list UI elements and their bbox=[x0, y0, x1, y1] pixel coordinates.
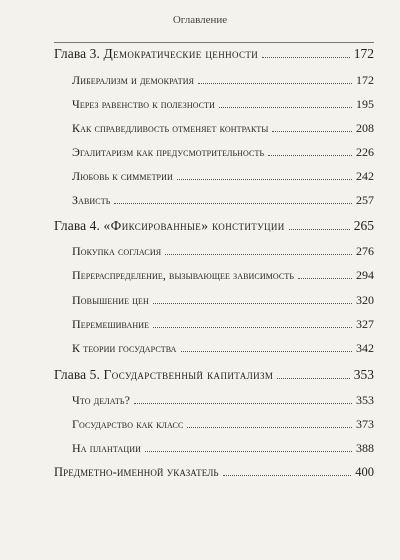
page-number: 320 bbox=[356, 293, 374, 307]
toc-section bbox=[72, 169, 374, 184]
dot-leader bbox=[268, 155, 352, 156]
chapter-title: Глава 4. «Фиксированные» конституции bbox=[54, 218, 285, 233]
toc-index bbox=[54, 465, 374, 480]
dot-leader bbox=[114, 203, 352, 204]
page-number: 172 bbox=[353, 46, 374, 61]
toc-section bbox=[72, 73, 374, 88]
dot-leader bbox=[153, 327, 352, 328]
toc-section bbox=[72, 293, 374, 308]
toc-section bbox=[72, 441, 374, 456]
dot-leader bbox=[181, 351, 352, 352]
dot-leader bbox=[219, 107, 352, 108]
page-number: 353 bbox=[353, 367, 374, 382]
toc-chapter-4 bbox=[54, 218, 374, 234]
dot-leader bbox=[187, 427, 352, 428]
section-title: К теории государства bbox=[72, 341, 177, 355]
section-title: Государство как класс bbox=[72, 417, 184, 431]
toc-chapter-3 bbox=[54, 46, 374, 62]
section-title: Покупка согласия bbox=[72, 244, 162, 258]
toc-section bbox=[72, 244, 374, 259]
toc-section bbox=[72, 417, 374, 432]
page-number: 276 bbox=[356, 244, 374, 258]
dot-leader bbox=[277, 378, 349, 379]
toc-chapter-5 bbox=[54, 367, 374, 383]
dot-leader bbox=[223, 475, 352, 476]
page-number: 242 bbox=[356, 169, 374, 183]
page-number: 327 bbox=[356, 317, 374, 331]
section-title: Любовь к симметрии bbox=[72, 169, 173, 183]
chapter-title: Глава 5. Государственный капитализм bbox=[54, 367, 274, 382]
section-title: Либерализм и демократия bbox=[72, 73, 195, 87]
chapter-title: Глава 3. Демократические ценности bbox=[54, 46, 259, 61]
page-number: 294 bbox=[356, 268, 374, 282]
toc-section bbox=[72, 145, 374, 160]
toc-section bbox=[72, 97, 374, 112]
section-title: Перераспределение, вызывающее зависимость bbox=[72, 268, 295, 282]
running-head: Оглавление bbox=[172, 14, 228, 26]
dot-leader bbox=[289, 229, 350, 230]
toc-section bbox=[72, 393, 374, 408]
top-rule bbox=[54, 42, 374, 43]
page-number: 265 bbox=[353, 218, 374, 233]
page-number: 400 bbox=[355, 465, 374, 479]
dot-leader bbox=[272, 131, 352, 132]
dot-leader bbox=[298, 278, 352, 279]
section-title: Как справедливость отменяет контракты bbox=[72, 121, 269, 135]
section-title: Что делать? bbox=[72, 393, 131, 407]
page-number: 257 bbox=[356, 193, 374, 207]
page-number: 195 bbox=[356, 97, 374, 111]
page-number: 208 bbox=[356, 121, 374, 135]
toc-section bbox=[72, 268, 374, 283]
dot-leader bbox=[165, 254, 352, 255]
section-title: Повышение цен bbox=[72, 293, 149, 307]
dot-leader bbox=[134, 403, 352, 404]
dot-leader bbox=[262, 57, 350, 58]
index-title: Предметно-именной указатель bbox=[54, 465, 219, 479]
section-title: Перемешивание bbox=[72, 317, 150, 331]
section-title: Через равенство к полезности bbox=[72, 97, 216, 111]
page-number: 226 bbox=[356, 145, 374, 159]
dot-leader bbox=[153, 303, 352, 304]
toc-section bbox=[72, 121, 374, 136]
page-number: 373 bbox=[356, 417, 374, 431]
page-number: 388 bbox=[356, 441, 374, 455]
toc-section bbox=[72, 341, 374, 356]
toc-section bbox=[72, 317, 374, 332]
page-number: 353 bbox=[356, 393, 374, 407]
toc-section bbox=[72, 193, 374, 208]
section-title: Зависть bbox=[72, 193, 111, 207]
section-title: На плантации bbox=[72, 441, 141, 455]
page-number: 172 bbox=[356, 73, 374, 87]
page-number: 342 bbox=[356, 341, 374, 355]
dot-leader bbox=[177, 179, 352, 180]
dot-leader bbox=[145, 451, 352, 452]
dot-leader bbox=[198, 83, 352, 84]
section-title: Эгалитаризм как предусмотрительность bbox=[72, 145, 265, 159]
